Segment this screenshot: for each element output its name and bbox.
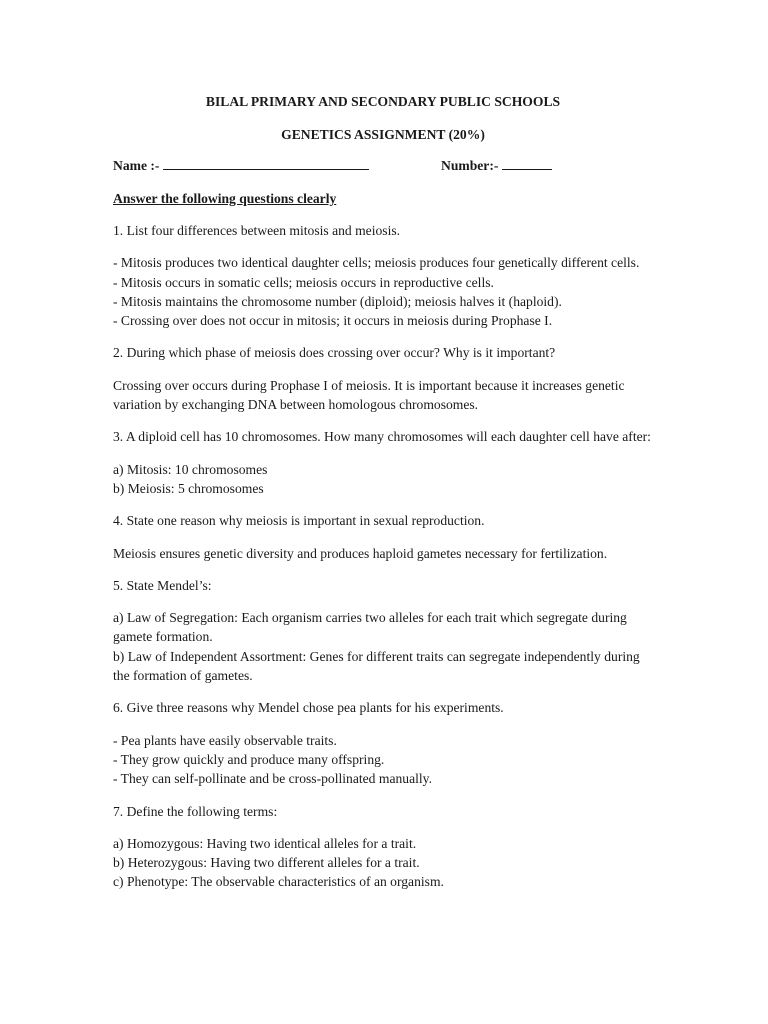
- answer-4: Meiosis ensures genetic diversity and produces haploid gametes necessary for fertilization.: [113, 545, 608, 561]
- question-4: 4. State one reason why meiosis is important in sexual reproduction.: [113, 513, 485, 529]
- answer-2: Crossing over occurs during Prophase I of meiosis. It is important because it increases genetic variation by exchanging DNA between homologous chromosomes.: [113, 377, 625, 413]
- assignment-title: GENETICS ASSIGNMENT (20%): [281, 127, 485, 142]
- answer-3: [113, 460, 653, 499]
- answer-line: - Mitosis maintains the chromosome number (diploid); meiosis halves it (haploid).: [113, 293, 562, 309]
- number-field: [441, 156, 552, 175]
- answer-line: a) Homozygous: Having two identical alleles for a trait.: [113, 835, 417, 851]
- question-5: 5. State Mendel’s:: [113, 577, 212, 593]
- answer-line: - They grow quickly and produce many offspring.: [113, 751, 385, 767]
- question-6: 6. Give three reasons why Mendel chose pea plants for his experiments.: [113, 700, 504, 716]
- question-1: 1. List four differences between mitosis and meiosis.: [113, 223, 401, 238]
- answer-6: [113, 731, 653, 789]
- name-blank-line: [163, 168, 369, 170]
- number-label: Number:-: [441, 158, 499, 173]
- answer-line: - Mitosis produces two identical daughter cells; meiosis produces four genetically different cells.: [113, 255, 640, 271]
- answer-line: b) Law of Independent Assortment: Genes for different traits can segregate independently during the formation of gametes.: [113, 648, 640, 684]
- school-title: BILAL PRIMARY AND SECONDARY PUBLIC SCHOOLS: [205, 94, 561, 109]
- instructions-heading: Answer the following questions clearly: [113, 191, 337, 206]
- answer-line: - Crossing over does not occur in mitosis; it occurs in meiosis during Prophase I.: [113, 313, 553, 329]
- document-page: [113, 92, 653, 905]
- number-blank-line: [502, 168, 552, 170]
- answer-line: - Pea plants have easily observable traits.: [113, 732, 337, 748]
- answer-line: b) Heterozygous: Having two different alleles for a trait.: [113, 855, 420, 871]
- name-label: Name :-: [113, 158, 160, 173]
- question-7: 7. Define the following terms:: [113, 803, 278, 819]
- answer-line: b) Meiosis: 5 chromosomes: [113, 480, 264, 496]
- question-2: 2. During which phase of meiosis does crossing over occur? Why is it important?: [113, 345, 556, 361]
- answer-line: - They can self-pollinate and be cross-pollinated manually.: [113, 771, 432, 787]
- answer-line: - Mitosis occurs in somatic cells; meiosis occurs in reproductive cells.: [113, 274, 494, 290]
- name-number-row: [113, 156, 653, 176]
- answer-line: a) Law of Segregation: Each organism carries two alleles for each trait which segregate during gamete formation.: [113, 610, 627, 645]
- answer-7: [113, 834, 653, 892]
- question-3: 3. A diploid cell has 10 chromosomes. How many chromosomes will each daughter cell have after:: [113, 429, 651, 445]
- answer-line: c) Phenotype: The observable characteristics of an organism.: [113, 874, 444, 890]
- answer-5: [113, 608, 653, 685]
- answer-1: [113, 253, 653, 330]
- name-field: [113, 156, 369, 175]
- answer-line: a) Mitosis: 10 chromosomes: [113, 461, 268, 477]
